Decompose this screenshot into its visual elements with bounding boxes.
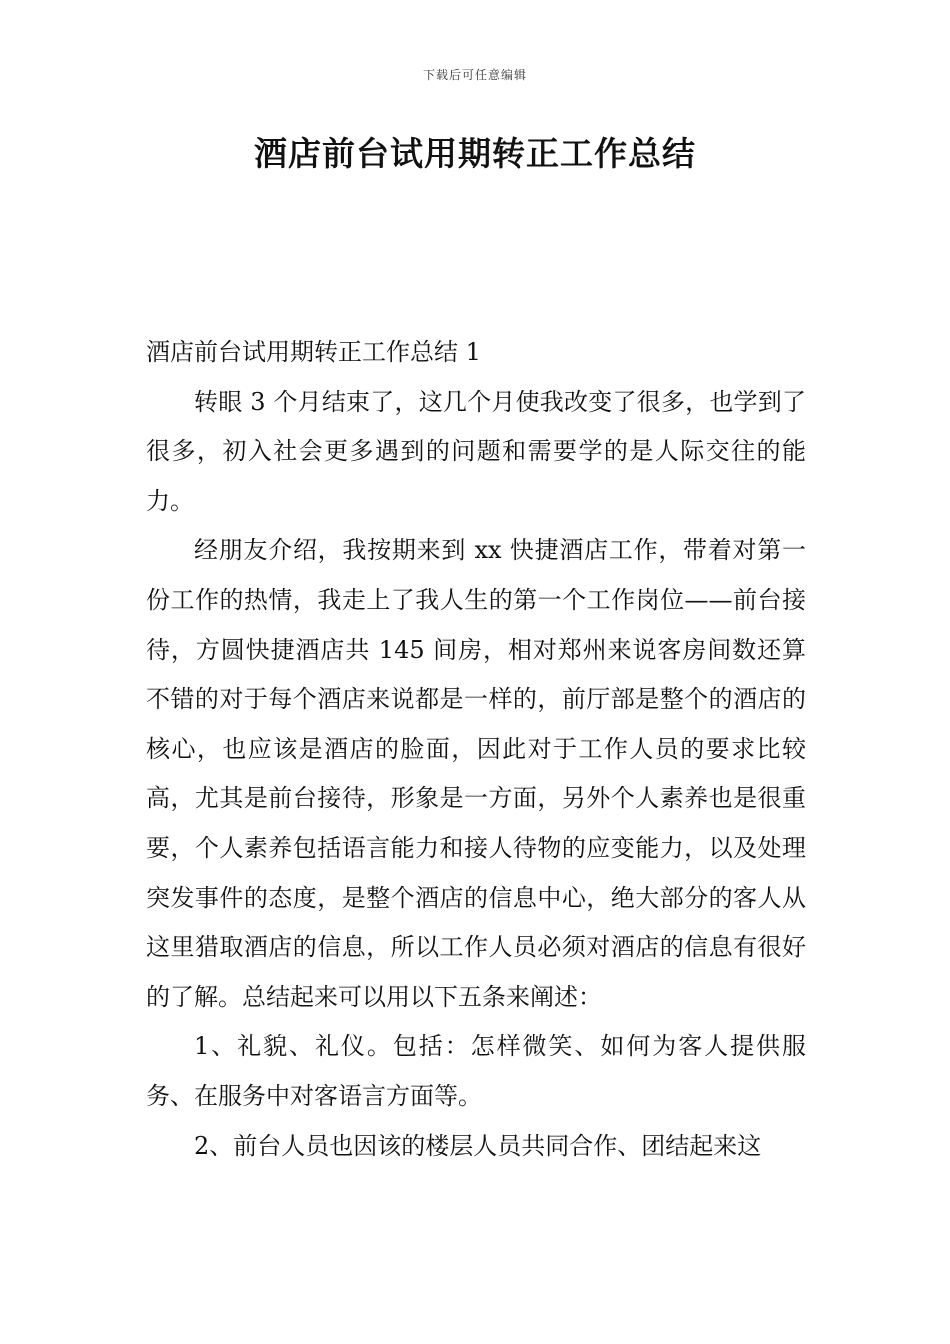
section-heading: 酒店前台试用期转正工作总结 1	[146, 338, 481, 366]
paragraph-1: 转眼 3 个月结束了，这几个月使我改变了很多，也学到了很多，初入社会更多遇到的问题和需要学的是人际交往的能力。	[146, 387, 806, 515]
document-title: 酒店前台试用期转正工作总结	[254, 134, 696, 173]
document-body	[146, 328, 806, 1171]
paragraph-4: 2、前台人员也因该的楼层人员共同合作、团结起来这	[194, 1131, 762, 1160]
paragraph-2: 经朋友介绍，我按期来到 xx 快捷酒店工作，带着对第一份工作的热情，我走上了我人生的第一个工作岗位——前台接待，方圆快捷酒店共 145 间房，相对郑州来说客房间数还算不错的对于每个酒店来说都是一样的，前厅部是整个的酒店的核心，也应该是酒店的脸面，因此对于工作人员的要求比较高，尤其是前台接待，形象是一方面，另外个人素养也是很重要，个人素养包括语言能力和接人待物的应变能力，以及处理突发事件的态度，是整个酒店的信息中心，绝大部分的客人从这里猎取酒店的信息，所以工作人员必须对酒店的信息有很好的了解。总结起来可以用以下五条来阐述：	[146, 536, 806, 1011]
paragraph-3: 1、礼貌、礼仪。包括：怎样微笑、如何为客人提供服务、在服务中对客语言方面等。	[146, 1032, 806, 1110]
header-note: 下载后可任意编辑	[422, 68, 527, 82]
